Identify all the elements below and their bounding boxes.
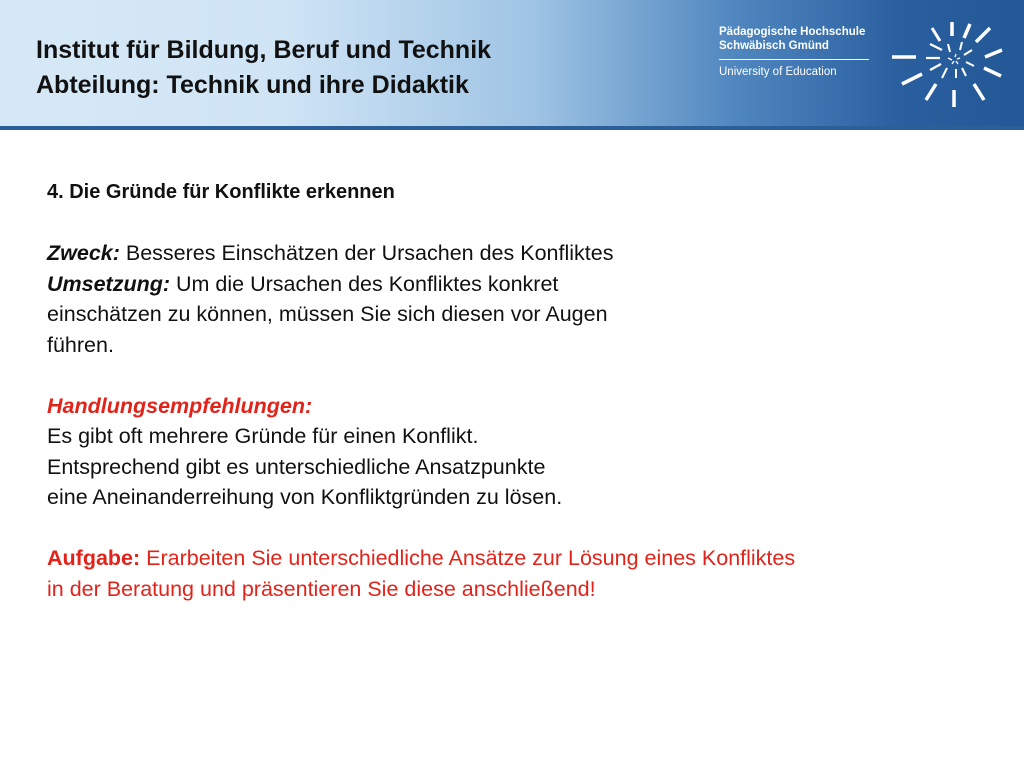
aufgabe-text: Erarbeiten Sie unterschiedliche Ansätze zur Lösung eines Konfliktes (140, 546, 796, 570)
spacer (47, 513, 997, 544)
spacer (47, 208, 997, 239)
university-name-line1: Pädagogische Hochschule (719, 26, 866, 38)
aufgabe-line-2: in der Beratung und präsentieren Sie diese anschließend! (47, 576, 596, 601)
umsetzung-text: Um die Ursachen des Konfliktes konkret (170, 271, 559, 296)
empfehlung-line: Entsprechend gibt es unterschiedliche Ansatzpunkte (47, 454, 546, 479)
umsetzung-label: Umsetzung: (47, 271, 171, 296)
university-name-line2: Schwäbisch Gmünd (719, 40, 829, 52)
section-heading: 4. Die Gründe für Konflikte erkennen (47, 181, 395, 203)
empfehlungen-label: Handlungsempfehlungen: (47, 393, 313, 418)
empfehlung-line: eine Aneinanderreihung von Konfliktgründen zu lösen. (47, 485, 563, 509)
zweck-label: Zweck: (47, 241, 120, 265)
university-name-block (719, 25, 869, 78)
zweck-line (47, 238, 997, 269)
umsetzung-line (47, 269, 997, 300)
aufgabe-line (47, 543, 997, 574)
umsetzung-line-3: führen. (47, 332, 114, 357)
institute-title: Institut für Bildung, Beruf und Technik (36, 36, 492, 64)
department-title: Abteilung: Technik und ihre Didaktik (36, 71, 469, 99)
university-logo-icon (886, 14, 1016, 118)
empfehlung-line: Es gibt oft mehrere Gründe für einen Konflikt. (47, 424, 479, 448)
umsetzung-line-2: einschätzen zu können, müssen Sie sich diesen vor Augen (47, 302, 608, 326)
university-divider (719, 59, 869, 60)
university-subtitle: University of Education (719, 66, 837, 78)
header-divider (0, 126, 1024, 130)
aufgabe-label: Aufgabe: (47, 546, 141, 570)
spacer (47, 360, 997, 391)
zweck-text: Besseres Einschätzen der Ursachen des Konfliktes (119, 241, 614, 265)
slide-content (47, 177, 997, 604)
